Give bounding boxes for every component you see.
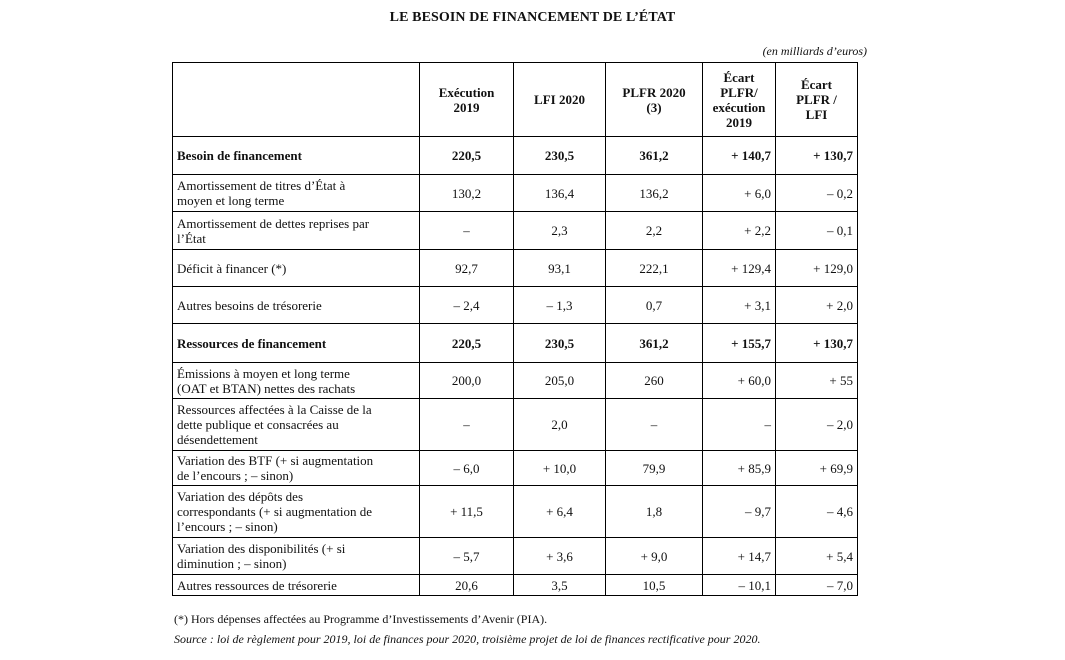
- value-cell: – 2,4: [420, 287, 514, 324]
- table-row: [173, 324, 858, 363]
- table-row: [173, 212, 858, 250]
- value-cell: 230,5: [514, 324, 606, 363]
- value-cell: 2,2: [606, 212, 703, 250]
- value-cell: 136,2: [606, 175, 703, 212]
- value-cell: + 69,9: [776, 451, 858, 486]
- value-cell: 200,0: [420, 363, 514, 399]
- value-cell: – 4,6: [776, 486, 858, 538]
- value-cell: – 5,7: [420, 538, 514, 575]
- row-label: Ressources affectées à la Caisse de la dette publique et consacrées au désendettement: [173, 399, 420, 451]
- column-header: Écart PLFR/ exécution 2019: [703, 63, 776, 137]
- column-header: Écart PLFR / LFI: [776, 63, 858, 137]
- column-header: PLFR 2020 (3): [606, 63, 703, 137]
- row-label: Autres ressources de trésorerie: [173, 575, 420, 596]
- table-row: [173, 486, 858, 538]
- value-cell: + 6,0: [703, 175, 776, 212]
- value-cell: + 9,0: [606, 538, 703, 575]
- value-cell: 2,3: [514, 212, 606, 250]
- value-cell: + 129,0: [776, 250, 858, 287]
- value-cell: + 130,7: [776, 324, 858, 363]
- value-cell: 0,7: [606, 287, 703, 324]
- value-cell: + 2,2: [703, 212, 776, 250]
- table-row: [173, 175, 858, 212]
- value-cell: – 0,2: [776, 175, 858, 212]
- value-cell: 2,0: [514, 399, 606, 451]
- header-row: [173, 63, 858, 137]
- value-cell: – 1,3: [514, 287, 606, 324]
- value-cell: 361,2: [606, 324, 703, 363]
- row-label: Autres besoins de trésorerie: [173, 287, 420, 324]
- units-note: (en milliards d’euros): [762, 44, 867, 58]
- value-cell: – 2,0: [776, 399, 858, 451]
- value-cell: + 14,7: [703, 538, 776, 575]
- value-cell: 222,1: [606, 250, 703, 287]
- value-cell: + 3,6: [514, 538, 606, 575]
- value-cell: 20,6: [420, 575, 514, 596]
- table-row: [173, 363, 858, 399]
- value-cell: 93,1: [514, 250, 606, 287]
- row-label: Émissions à moyen et long terme (OAT et BTAN) nettes des rachats: [173, 363, 420, 399]
- value-cell: – 9,7: [703, 486, 776, 538]
- row-label: Amortissement de dettes reprises par l’État: [173, 212, 420, 250]
- row-label: Variation des dépôts des correspondants (+ si augmentation de l’encours ; – sinon): [173, 486, 420, 538]
- column-header: LFI 2020: [514, 63, 606, 137]
- value-cell: 136,4: [514, 175, 606, 212]
- table-body: [173, 137, 858, 596]
- table-row: [173, 250, 858, 287]
- table-row: [173, 287, 858, 324]
- value-cell: 130,2: [420, 175, 514, 212]
- header-empty-cell: [173, 63, 420, 137]
- value-cell: + 55: [776, 363, 858, 399]
- table-row: [173, 399, 858, 451]
- value-cell: + 5,4: [776, 538, 858, 575]
- value-cell: 92,7: [420, 250, 514, 287]
- value-cell: 79,9: [606, 451, 703, 486]
- value-cell: – 7,0: [776, 575, 858, 596]
- value-cell: –: [606, 399, 703, 451]
- value-cell: + 129,4: [703, 250, 776, 287]
- value-cell: – 6,0: [420, 451, 514, 486]
- value-cell: – 10,1: [703, 575, 776, 596]
- table-row: [173, 137, 858, 175]
- value-cell: –: [703, 399, 776, 451]
- financing-table: [172, 62, 858, 596]
- value-cell: 361,2: [606, 137, 703, 175]
- document-title: LE BESOIN DE FINANCEMENT DE L’ÉTAT: [389, 10, 676, 25]
- value-cell: + 10,0: [514, 451, 606, 486]
- value-cell: 3,5: [514, 575, 606, 596]
- value-cell: – 0,1: [776, 212, 858, 250]
- value-cell: + 60,0: [703, 363, 776, 399]
- table-row: [173, 575, 858, 596]
- row-label: Amortissement de titres d’État à moyen et long terme: [173, 175, 420, 212]
- row-label: Ressources de financement: [173, 324, 420, 363]
- table-row: [173, 451, 858, 486]
- row-label: Variation des BTF (+ si augmentation de l’encours ; – sinon): [173, 451, 420, 486]
- source-note: Source : loi de règlement pour 2019, loi de finances pour 2020, troisième projet de loi de finances rectificative pour 2020.: [174, 632, 761, 646]
- value-cell: –: [420, 212, 514, 250]
- row-label: Variation des disponibilités (+ si diminution ; – sinon): [173, 538, 420, 575]
- value-cell: + 140,7: [703, 137, 776, 175]
- value-cell: + 155,7: [703, 324, 776, 363]
- value-cell: + 85,9: [703, 451, 776, 486]
- value-cell: 260: [606, 363, 703, 399]
- value-cell: + 2,0: [776, 287, 858, 324]
- footnote: (*) Hors dépenses affectées au Programme d’Investissements d’Avenir (PIA).: [174, 612, 548, 626]
- table-row: [173, 538, 858, 575]
- column-header: Exécution 2019: [420, 63, 514, 137]
- value-cell: 220,5: [420, 137, 514, 175]
- row-label: Déficit à financer (*): [173, 250, 420, 287]
- value-cell: + 11,5: [420, 486, 514, 538]
- row-label: Besoin de financement: [173, 137, 420, 175]
- value-cell: 1,8: [606, 486, 703, 538]
- value-cell: 230,5: [514, 137, 606, 175]
- value-cell: –: [420, 399, 514, 451]
- value-cell: + 130,7: [776, 137, 858, 175]
- value-cell: + 3,1: [703, 287, 776, 324]
- value-cell: 10,5: [606, 575, 703, 596]
- value-cell: 205,0: [514, 363, 606, 399]
- value-cell: 220,5: [420, 324, 514, 363]
- value-cell: + 6,4: [514, 486, 606, 538]
